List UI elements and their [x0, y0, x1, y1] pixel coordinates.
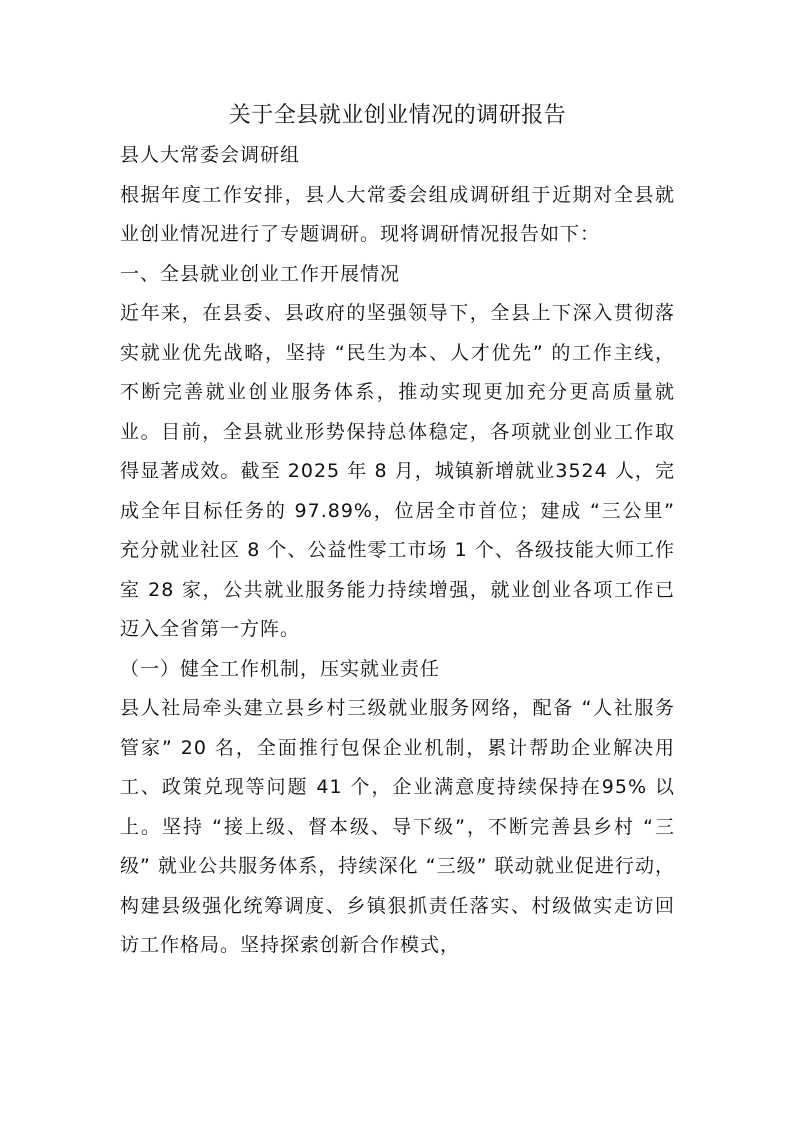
paragraph-mechanism: 县人社局牵头建立县乡村三级就业服务网络，配备 “人社服务管家” 20 名，全面推行包保企业机制，累计帮助企业解决用工、政策兑现等问题 41 个，企业满意度持续保持在95% 以上。坚持 “接上级、督本级、导下级”，不断完善县乡村 “三级” 就业公共服务体系，持续深化 “三级” 联动就业促进行动，构建县级强化统筹调度、乡镇狠抓责任落实、村级做实走访回访工作格局。坚持探索创新合作模式， — [120, 697, 675, 956]
subsection-heading-1: （一）健全工作机制，压实就业责任 — [120, 657, 441, 680]
section-heading-1: 一、全县就业创业工作开展情况 — [120, 262, 401, 285]
document-body — [120, 96, 675, 966]
document-title: 关于全县就业创业情况的调研报告 — [228, 103, 567, 128]
paragraph-intro: 根据年度工作安排，县人大常委会组成调研组于近期对全县就业创业情况进行了专题调研。现将调研情况报告如下： — [120, 183, 675, 245]
paragraph-overview: 近年来，在县委、县政府的坚强领导下，全县上下深入贯彻落实就业优先战略，坚持 “民生为本、人才优先” 的工作主线，不断完善就业创业服务体系，推动实现更加充分更高质量就业。目前，全县就业形势保持总体稳定，各项就业创业工作取得显著成效。截至 2025 年 8 月，城镇新增就业3524 人，完成全年目标任务的 97.89%，位居全市首位；建成 “三公里” 充分就业社区 8 个、公益性零工市场 1 个、各级技能大师工作室 28 家，公共就业服务能力持续增强，就业创业各项工作已迈入全省第一方阵。 — [120, 302, 675, 640]
document-author: 县人大常委会调研组 — [120, 144, 301, 166]
